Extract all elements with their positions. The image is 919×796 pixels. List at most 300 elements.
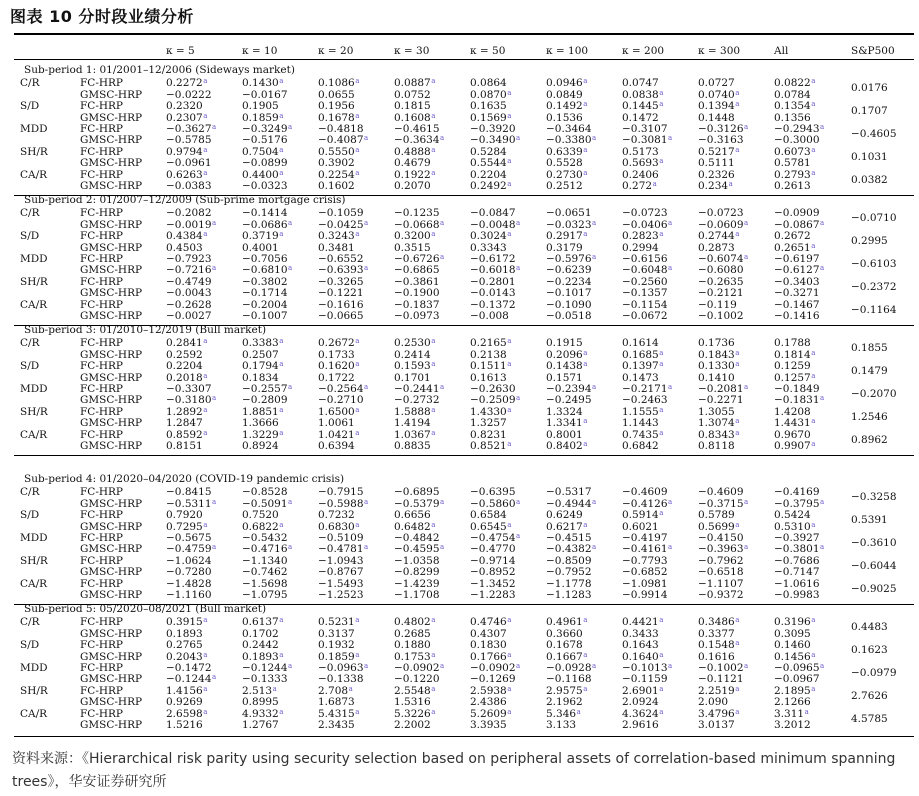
table-cell: −0.1269	[470, 673, 516, 686]
significance-marker: a	[820, 264, 825, 273]
table-cell: 0.1701	[394, 371, 431, 384]
table-cell: −0.3081$^a$	[622, 134, 673, 147]
table-cell: −0.3861	[394, 275, 440, 288]
table-cell: 0.2070	[394, 180, 431, 192]
table-cell: −1.1778	[546, 577, 592, 590]
table-cell: 0.1915	[546, 337, 583, 350]
table-cell: 0.5217$^a$	[698, 145, 740, 158]
table-cell: 0.1788	[774, 337, 811, 350]
table-cell: 1.6500$^a$	[318, 405, 360, 418]
row-label-fc-hrp: FC-HRP	[80, 145, 123, 158]
row-label-gmsc-hrp: GMSC-HRP	[80, 180, 143, 192]
significance-marker: a	[431, 616, 436, 625]
table-cell: −0.6197	[774, 253, 820, 265]
table-cell: −0.1159	[622, 673, 668, 686]
row-label-gmsc-hrp: GMSC-HRP	[80, 543, 143, 556]
table-cell: 0.8995	[242, 696, 279, 709]
table-cell: −0.0518	[546, 310, 592, 322]
significance-marker: a	[820, 394, 825, 403]
table-cell: 0.0727	[698, 77, 735, 90]
significance-marker: a	[735, 145, 740, 154]
table-cell: 0.1571	[546, 371, 583, 384]
table-cell: 0.0740$^a$	[698, 88, 740, 101]
table-cell: −0.1416	[774, 310, 820, 322]
significance-marker: a	[431, 111, 436, 120]
table-cell: 0.2138	[470, 348, 507, 361]
significance-marker: a	[659, 88, 664, 97]
table-cell: −0.7962	[698, 554, 744, 567]
table-cell: −0.0902$^a$	[394, 662, 445, 674]
table-cell: 0.1640$^a$	[622, 650, 664, 663]
table-cell: 0.2492$^a$	[470, 180, 512, 192]
table-cell: 0.1956	[318, 100, 355, 113]
table-cell: −0.5311$^a$	[166, 497, 217, 510]
table-cell: 0.8592$^a$	[166, 428, 208, 441]
table-cell: −0.0973	[394, 310, 440, 322]
significance-marker: a	[431, 684, 436, 693]
table-cell: 2.1895$^a$	[774, 684, 816, 697]
table-cell: 0.2307$^a$	[166, 111, 208, 124]
table-cell: −0.0383	[166, 180, 212, 192]
row-label-gmsc-hrp: GMSC-HRP	[80, 696, 143, 709]
significance-marker: a	[592, 662, 597, 670]
significance-marker: a	[440, 253, 445, 261]
table-cell: −0.5675	[166, 532, 212, 544]
significance-marker: a	[516, 264, 521, 273]
row-label-fc-hrp: FC-HRP	[80, 428, 123, 441]
table-cell: −0.6156	[622, 253, 668, 265]
table-cell: −0.1372	[470, 298, 516, 311]
table-cell: −0.1467	[774, 298, 820, 311]
table-cell: 0.5173	[622, 145, 659, 158]
significance-marker: a	[348, 684, 353, 693]
significance-marker: a	[507, 616, 512, 625]
table-cell: 0.1397$^a$	[622, 360, 664, 373]
significance-marker: a	[583, 348, 588, 357]
table-cell: −1.0943	[318, 554, 364, 567]
significance-marker: a	[583, 145, 588, 154]
row-label-fc-hrp: FC-HRP	[80, 360, 123, 373]
row-label-fc-hrp: FC-HRP	[80, 707, 123, 720]
metric-label: MDD	[20, 123, 48, 135]
significance-marker: a	[811, 650, 816, 659]
table-cell: 0.2326	[698, 168, 735, 181]
table-cell: −0.3271	[774, 287, 820, 300]
table-cell: 0.1593$^a$	[394, 360, 436, 373]
table-cell: 0.6656	[394, 509, 431, 522]
table-cell: 0.1448	[698, 111, 735, 124]
significance-marker: a	[668, 383, 673, 391]
table-cell: 2.2002	[394, 719, 431, 731]
table-cell: 2.0924	[622, 696, 659, 709]
significance-marker: a	[364, 134, 369, 143]
table-cell: −0.1244$^a$	[242, 662, 293, 674]
row-label-fc-hrp: FC-HRP	[80, 275, 123, 288]
row-label-gmsc-hrp: GMSC-HRP	[80, 287, 143, 300]
row-label-fc-hrp: FC-HRP	[80, 230, 123, 243]
significance-marker: a	[355, 405, 360, 414]
table-cell: 0.2592	[166, 348, 203, 361]
significance-marker: a	[203, 616, 208, 625]
significance-marker: a	[288, 497, 293, 506]
table-cell-sp500: −0.2372	[851, 280, 897, 293]
table-cell: −0.1900	[394, 287, 440, 300]
significance-marker: a	[668, 543, 673, 552]
significance-marker: a	[355, 111, 360, 120]
significance-marker: a	[212, 264, 217, 273]
table-cell: 0.1354$^a$	[774, 100, 816, 113]
table-cell: 2.1962	[546, 696, 583, 709]
significance-marker: a	[583, 100, 588, 109]
table-cell: 0.2320	[166, 100, 203, 113]
table-cell: 2.513$^a$	[242, 684, 277, 697]
table-rule	[14, 59, 914, 60]
row-label-fc-hrp: FC-HRP	[80, 662, 123, 674]
table-cell: 0.5284	[470, 145, 507, 158]
table-cell: −1.0624	[166, 554, 212, 567]
table-cell: 0.1620$^a$	[318, 360, 360, 373]
table-cell: 0.2530$^a$	[394, 337, 436, 350]
table-cell: −0.0019$^a$	[166, 218, 217, 231]
table-cell: 1.3324	[546, 405, 583, 418]
significance-marker: a	[507, 707, 512, 716]
table-cell: −0.3464	[546, 123, 592, 135]
significance-marker: a	[203, 77, 208, 86]
table-cell: −0.4197	[622, 532, 668, 544]
table-cell: 0.5310$^a$	[774, 520, 816, 533]
table-cell: −0.0902$^a$	[470, 662, 521, 674]
table-cell: 0.8231	[470, 428, 507, 441]
table-cell: 0.5789	[698, 509, 735, 522]
table-cell: −0.0909	[774, 207, 820, 220]
table-cell: −0.0867$^a$	[774, 218, 825, 231]
table-cell: −0.0406$^a$	[622, 218, 673, 231]
table-cell: 0.0838$^a$	[622, 88, 664, 101]
row-label-fc-hrp: FC-HRP	[80, 639, 123, 652]
significance-marker: a	[431, 650, 436, 659]
table-cell: −0.4781$^a$	[318, 543, 369, 556]
table-cell: −0.1333	[242, 673, 288, 686]
table-cell: −0.0027	[166, 310, 212, 322]
significance-marker: a	[355, 428, 360, 437]
significance-marker: a	[507, 684, 512, 693]
table-cell: 0.1548$^a$	[698, 639, 740, 652]
table-cell: −0.2004	[242, 298, 288, 311]
table-cell: 0.1635	[470, 100, 507, 113]
table-cell: −0.1616	[318, 298, 364, 311]
table-cell: 0.0655	[318, 88, 355, 101]
table-cell-sp500: 0.0382	[851, 173, 888, 186]
table-cell: −0.1168	[546, 673, 592, 686]
table-cell: −0.2557$^a$	[242, 383, 293, 395]
significance-marker: a	[203, 707, 208, 716]
significance-marker: a	[592, 543, 597, 552]
row-label-gmsc-hrp: GMSC-HRP	[80, 394, 143, 407]
table-cell: 0.0849	[546, 88, 583, 101]
table-cell: −0.4716$^a$	[242, 543, 293, 556]
row-label-gmsc-hrp: GMSC-HRP	[80, 157, 143, 170]
table-cell: −0.1059	[318, 207, 364, 220]
table-cell: 0.6263$^a$	[166, 168, 208, 181]
table-cell: −0.1831$^a$	[774, 394, 825, 407]
table-cell: −0.4759$^a$	[166, 543, 217, 556]
table-cell: 0.1859$^a$	[318, 650, 360, 663]
table-cell: 0.3343	[470, 241, 507, 254]
table-cell: 0.6217$^a$	[546, 520, 588, 533]
table-cell: 0.2651$^a$	[774, 241, 816, 254]
table-cell-sp500: −0.0710	[851, 212, 897, 225]
table-cell: 1.3257	[470, 417, 507, 430]
table-cell: 0.2442	[242, 639, 279, 652]
table-cell: −0.4609	[698, 486, 744, 499]
significance-marker: a	[507, 520, 512, 529]
significance-marker: a	[820, 662, 825, 670]
table-cell: −0.3715$^a$	[698, 497, 749, 510]
table-cell: −0.9983	[774, 589, 820, 601]
table-cell: 0.1880	[394, 639, 431, 652]
significance-marker: a	[659, 684, 664, 693]
table-cell: 1.3074$^a$	[698, 417, 740, 430]
table-cell: 0.5914$^a$	[622, 509, 664, 522]
table-cell: 1.5316	[394, 696, 431, 709]
table-cell: 0.2414	[394, 348, 431, 361]
table-cell: 1.5216	[166, 719, 203, 731]
table-cell: −0.4595$^a$	[394, 543, 445, 556]
significance-marker: a	[592, 253, 597, 261]
table-cell: −0.0723	[622, 207, 668, 220]
table-cell: 0.2272$^a$	[166, 77, 208, 90]
table-cell: 0.6137$^a$	[242, 616, 284, 629]
table-cell: −0.5109	[318, 532, 364, 544]
column-header: κ = 10	[242, 45, 278, 57]
table-cell: 0.5550$^a$	[318, 145, 360, 158]
table-cell: 0.1815	[394, 100, 431, 113]
table-cell: −0.5091$^a$	[242, 497, 293, 510]
table-cell-sp500: −0.2070	[851, 388, 897, 400]
table-cell: −1.5698	[242, 577, 288, 590]
table-cell-sp500: −0.4605	[851, 128, 897, 140]
table-cell: −1.1107	[698, 577, 744, 590]
table-cell: −0.6080	[698, 264, 744, 277]
table-cell: −0.2801	[470, 275, 516, 288]
metric-label: MDD	[20, 383, 48, 395]
table-cell: 0.3515	[394, 241, 431, 254]
table-cell: 0.8118	[698, 440, 735, 452]
significance-marker: a	[355, 650, 360, 659]
table-cell: −0.6127$^a$	[774, 264, 825, 277]
column-header: κ = 200	[622, 45, 665, 57]
table-cell: 5.3226$^a$	[394, 707, 436, 720]
significance-marker: a	[288, 543, 293, 552]
significance-marker: a	[592, 218, 597, 227]
table-cell: −0.1090	[546, 298, 592, 311]
table-cell: 3.0137	[698, 719, 735, 731]
table-cell: 2.6901$^a$	[622, 684, 664, 697]
table-cell: −0.3163	[698, 134, 744, 147]
significance-marker: a	[811, 168, 816, 177]
table-cell: 0.5693$^a$	[622, 157, 664, 170]
significance-marker: a	[355, 168, 360, 177]
table-cell: 0.1086$^a$	[318, 77, 360, 90]
table-cell: 0.1859$^a$	[242, 111, 284, 124]
table-cell-sp500: −0.6044	[851, 559, 897, 572]
table-cell: 0.6830$^a$	[318, 520, 360, 533]
table-cell: −0.2234	[546, 275, 592, 288]
table-cell: 0.3024$^a$	[470, 230, 512, 243]
row-label-fc-hrp: FC-HRP	[80, 577, 123, 590]
significance-marker: a	[583, 77, 588, 86]
table-cell: −0.1013$^a$	[622, 662, 673, 674]
table-cell: −0.3000	[774, 134, 820, 147]
table-cell: −0.1472	[166, 662, 212, 674]
significance-marker: a	[811, 417, 816, 426]
table-cell: −0.6172	[470, 253, 516, 265]
table-cell: 0.1766$^a$	[470, 650, 512, 663]
table-cell: −0.0847	[470, 207, 516, 220]
table-cell: −0.5432	[242, 532, 288, 544]
table-cell-sp500: −0.1164	[851, 303, 897, 316]
table-cell: −0.0167	[242, 88, 288, 101]
significance-marker: a	[355, 360, 360, 369]
table-cell: 0.3200$^a$	[394, 230, 436, 243]
table-cell: 0.3915$^a$	[166, 616, 208, 629]
row-label-fc-hrp: FC-HRP	[80, 253, 123, 265]
table-cell: 0.6822$^a$	[242, 520, 284, 533]
table-cell: −0.4087$^a$	[318, 134, 369, 147]
table-cell: 0.3481	[318, 241, 355, 254]
table-cell: −0.1007	[242, 310, 288, 322]
table-cell: 0.2841$^a$	[166, 337, 208, 350]
significance-marker: a	[659, 348, 664, 357]
table-cell: 4.9332$^a$	[242, 707, 284, 720]
table-cell: 0.2406	[622, 168, 659, 181]
significance-marker: a	[659, 616, 664, 625]
table-cell: −1.4239	[394, 577, 440, 590]
table-cell: −0.5379$^a$	[394, 497, 445, 510]
table-cell: −1.0616	[774, 577, 820, 590]
table-cell: −0.7216$^a$	[166, 264, 217, 277]
significance-marker: a	[516, 218, 521, 227]
significance-marker: a	[811, 241, 816, 250]
significance-marker: a	[507, 157, 512, 166]
significance-marker: a	[355, 77, 360, 86]
table-cell: −0.7915	[318, 486, 364, 499]
significance-marker: a	[288, 264, 293, 273]
significance-marker: a	[811, 348, 816, 357]
table-cell: −0.2171$^a$	[622, 383, 673, 395]
significance-marker: a	[735, 707, 740, 716]
significance-marker: a	[744, 662, 749, 670]
significance-marker: a	[516, 662, 521, 670]
table-cell: 0.2512	[546, 180, 583, 192]
row-label-fc-hrp: FC-HRP	[80, 486, 123, 499]
significance-marker: a	[744, 383, 749, 391]
row-label-gmsc-hrp: GMSC-HRP	[80, 589, 143, 601]
table-cell: 3.311$^a$	[774, 707, 809, 720]
significance-marker: a	[583, 168, 588, 177]
significance-marker: a	[203, 111, 208, 120]
table-cell: 0.1616	[698, 650, 735, 663]
significance-marker: a	[583, 417, 588, 426]
table-cell-sp500: 0.1707	[851, 105, 888, 118]
table-cell: −0.3403	[774, 275, 820, 288]
table-cell: 0.1569$^a$	[470, 111, 512, 124]
table-cell: 0.1678$^a$	[318, 111, 360, 124]
table-cell: −0.3249$^a$	[242, 123, 293, 135]
significance-marker: a	[659, 360, 664, 369]
table-cell: −0.8509	[546, 554, 592, 567]
table-cell: 0.1922$^a$	[394, 168, 436, 181]
significance-marker: a	[811, 440, 816, 448]
table-cell: −0.7147	[774, 566, 820, 579]
significance-marker: a	[279, 360, 284, 369]
table-cell: −0.3307	[166, 383, 212, 395]
table-cell: 0.1511$^a$	[470, 360, 512, 373]
significance-marker: a	[744, 497, 749, 506]
significance-marker: a	[364, 383, 369, 391]
table-cell: −0.6810$^a$	[242, 264, 293, 277]
significance-marker: a	[212, 123, 217, 131]
row-label-gmsc-hrp: GMSC-HRP	[80, 348, 143, 361]
table-cell: 0.1456$^a$	[774, 650, 816, 663]
table-cell: −0.0609$^a$	[698, 218, 749, 231]
significance-marker: a	[820, 123, 825, 131]
table-cell: −0.2943$^a$	[774, 123, 825, 135]
significance-marker: a	[431, 360, 436, 369]
table-cell: 1.3055	[698, 405, 735, 418]
row-label-gmsc-hrp: GMSC-HRP	[80, 264, 143, 277]
table-cell: 0.2096$^a$	[546, 348, 588, 361]
significance-marker: a	[279, 616, 284, 625]
table-cell-sp500: 0.4483	[851, 621, 888, 634]
significance-marker: a	[288, 662, 293, 670]
row-label-fc-hrp: FC-HRP	[80, 100, 123, 113]
table-cell: 0.7504$^a$	[242, 145, 284, 158]
table-cell: −0.1121	[698, 673, 744, 686]
table-cell: 0.1356	[774, 111, 811, 124]
table-cell: −0.1235	[394, 207, 440, 220]
table-cell: 5.346$^a$	[546, 707, 581, 720]
row-label-gmsc-hrp: GMSC-HRP	[80, 417, 143, 430]
significance-marker: a	[212, 673, 217, 682]
significance-marker: a	[272, 684, 277, 693]
table-cell: 0.6073$^a$	[774, 145, 816, 158]
table-cell: 0.4746$^a$	[470, 616, 512, 629]
significance-marker: a	[735, 616, 740, 625]
table-cell: −0.8415	[166, 486, 212, 499]
table-cell: 2.2519$^a$	[698, 684, 740, 697]
table-cell: −0.7686	[774, 554, 820, 567]
table-cell: 0.4307	[470, 627, 507, 640]
column-header: κ = 20	[318, 45, 354, 57]
table-cell: −0.4515	[546, 532, 592, 544]
table-cell: −0.6852	[622, 566, 668, 579]
table-cell: −0.4749	[166, 275, 212, 288]
significance-marker: a	[279, 707, 284, 716]
significance-marker: a	[804, 707, 809, 716]
table-cell: −0.2710	[318, 394, 364, 407]
table-cell: 0.1736	[698, 337, 735, 350]
row-label-gmsc-hrp: GMSC-HRP	[80, 310, 143, 322]
row-label-fc-hrp: FC-HRP	[80, 77, 123, 90]
table-cell: 1.2847	[166, 417, 203, 430]
row-label-fc-hrp: FC-HRP	[80, 509, 123, 522]
table-cell: −0.2628	[166, 298, 212, 311]
significance-marker: a	[811, 520, 816, 529]
significance-marker: a	[659, 405, 664, 414]
significance-marker: a	[212, 218, 217, 227]
row-label-gmsc-hrp: GMSC-HRP	[80, 520, 143, 533]
